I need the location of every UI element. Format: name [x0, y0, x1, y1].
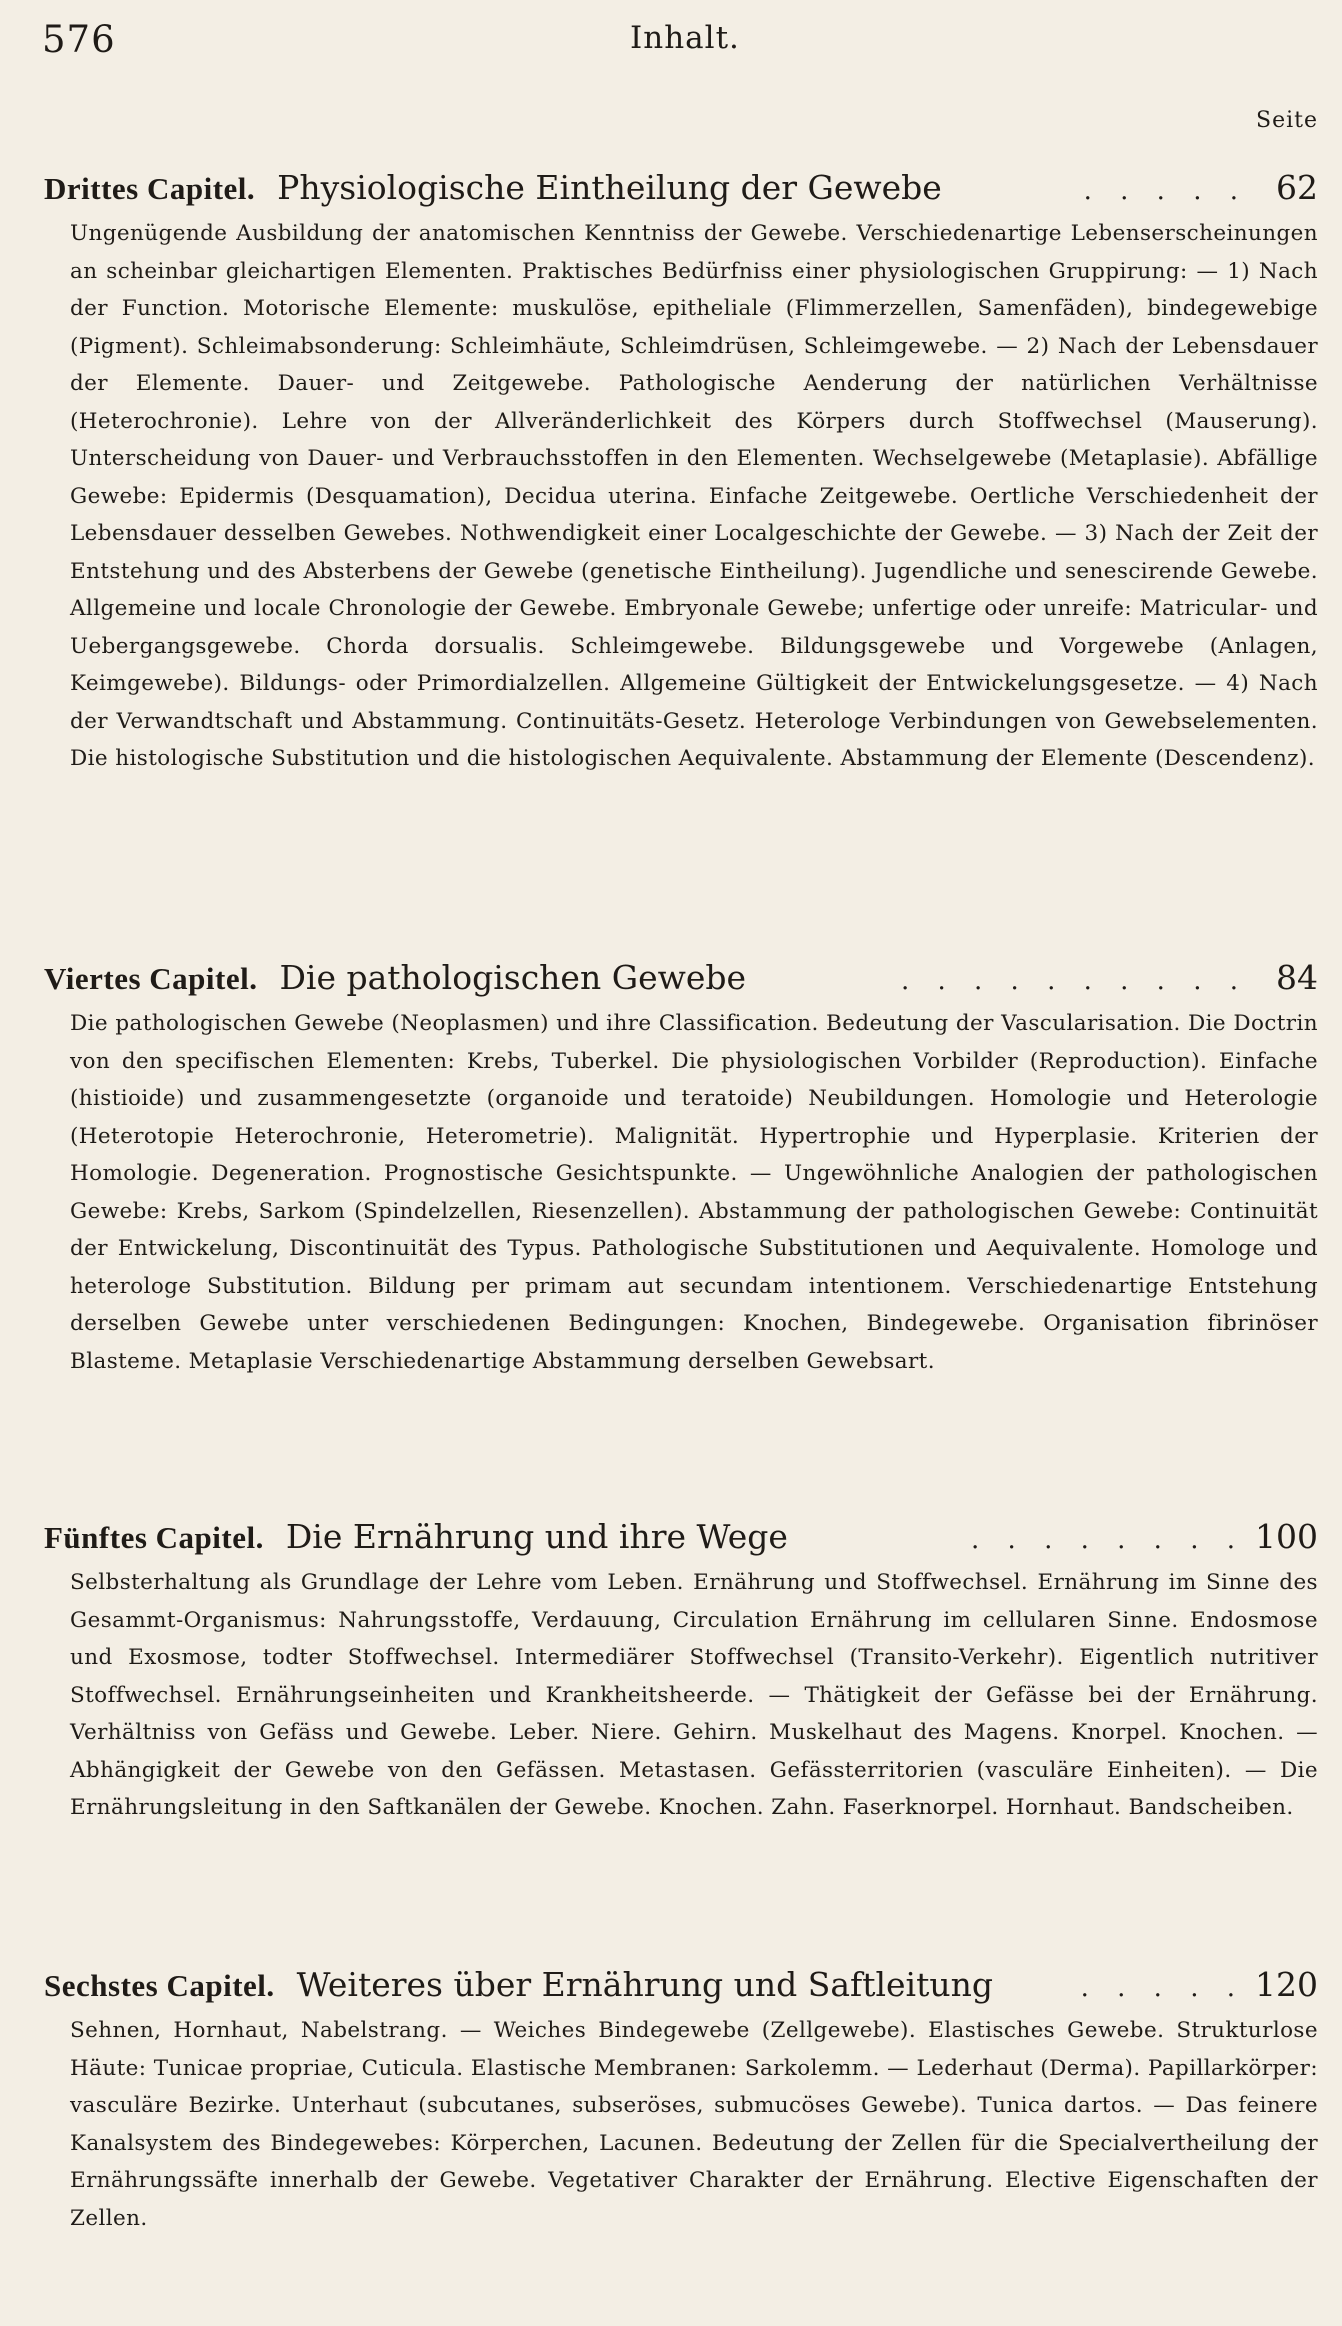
- chapter-label: Drittes Capitel.: [44, 171, 256, 206]
- chapter-heading: [44, 1965, 1318, 2004]
- chapter-description: Die pathologischen Gewebe (Neoplasmen) und ihre Classification. Bedeutung der Vascularisation. Die Doctrin von den specifischen Elementen: Krebs, Tuberkel. Die physiologischen Vorbilder (Reproduction). Einfache (histioide) und zusammengesetzte (organoide und teratoide) Neubildungen. Homologie und Heterologie (Heterotopie Heterochronie, Heterometrie). Malignität. Hypertrophie und Hyperplasie. Kriterien der Homologie. Degeneration. Prognostische Gesichtspunkte. — Ungewöhnliche Analogien der pathologischen Gewebe: Krebs, Sarkom (Spindelzellen, Riesenzellen). Abstammung der pathologischen Gewebe: Continuität der Entwickelung, Discontinuität des Typus. Pathologische Substitutionen und Aequivalente. Homologe und heterologe Substitution. Bildung per primam aut secundam intentionem. Verschiedenartige Entstehung derselben Gewebe unter verschiedenen Bedingungen: Knochen, Bindegewebe. Organisation fibrinöser Blasteme. Metaplasie Verschiedenartige Abstammung derselben Gewebsart.: [70, 1011, 1318, 1374]
- chapter-page-ref: 84: [1276, 958, 1318, 997]
- chapter-description: Selbsterhaltung als Grundlage der Lehre vom Leben. Ernährung und Stoffwechsel. Ernährung im Sinne des Gesammt-Organismus: Nahrungsstoffe, Verdauung, Circulation Ernährung im cellularen Sinne. Endosmose und Exosmose, todter Stoffwechsel. Intermediärer Stoffwechsel (Transito-Verkehr). Eigentlich nutritiver Stoffwechsel. Ernährungseinheiten und Krankheitsheerde. — Thätigkeit der Gefässe bei der Ernährung. Verhältniss von Gefäss und Gewebe. Leber. Niere. Gehirn. Muskelhaut des Magens. Knorpel. Knochen. — Abhängigkeit der Gewebe von den Gefässen. Metastasen. Gefässterritorien (vasculäre Einheiten). — Die Ernährungsleitung in den Saftkanälen der Gewebe. Knochen. Zahn. Faserknorpel. Hornhaut. Bandscheiben.: [70, 1570, 1318, 1820]
- leader-dots: . . . . . . . . . .: [900, 966, 1248, 996]
- chapter-description: Ungenügende Ausbildung der anatomischen Kenntniss der Gewebe. Verschiedenartige Lebenserscheinungen an scheinbar gleichartigen Elementen. Praktisches Bedürfniss einer physiologischen Gruppirung: — 1) Nach der Function. Motorische Elemente: muskulöse, epitheliale (Flimmerzellen, Samenfäden), bindegewebige (Pigment). Schleimabsonderung: Schleimhäute, Schleimdrüsen, Schleimgewebe. — 2) Nach der Lebensdauer der Elemente. Dauer- und Zeitgewebe. Pathologische Aenderung der natürlichen Verhältnisse (Heterochronie). Lehre von der Allveränderlichkeit des Körpers durch Stoffwechsel (Mauserung). Unterscheidung von Dauer- und Verbrauchsstoffen in den Elementen. Wechselgewebe (Metaplasie). Abfällige Gewebe: Epidermis (Desquamation), Decidua uterina. Einfache Zeitgewebe. Oertliche Verschiedenheit der Lebensdauer desselben Gewebes. Nothwendigkeit einer Localgeschichte der Gewebe. — 3) Nach der Zeit der Entstehung und des Absterbens der Gewebe (genetische Eintheilung). Jugendliche und senescirende Gewebe. Allgemeine und locale Chronologie der Gewebe. Embryonale Gewebe; unfertige oder unreife: Matricular- und Uebergangsgewebe. Chorda dorsualis. Schleimgewebe. Bildungsgewebe und Vorgewebe (Anlagen, Keimgewebe). Bildungs- oder Primordialzellen. Allgemeine Gültigkeit der Entwickelungsgesetze. — 4) Nach der Verwandtschaft und Abstammung. Continuitäts-Gesetz. Heterologe Verbindungen von Gewebselementen. Die histologische Substitution und die histologischen Aequivalente. Abstammung der Elemente (Descendenz).: [70, 221, 1318, 771]
- page-number: 576: [42, 18, 116, 61]
- chapter-label: Viertes Capitel.: [44, 961, 258, 996]
- chapter-title: Weiteres über Ernährung und Saftleitung: [296, 1965, 994, 2004]
- chapter-heading: [44, 958, 1318, 997]
- running-head: Inhalt.: [630, 20, 740, 56]
- chapter-page-ref: 62: [1276, 168, 1318, 207]
- chapter-label: Fünftes Capitel.: [44, 1520, 264, 1555]
- chapter-title: Physiologische Eintheilung der Gewebe: [277, 168, 942, 207]
- toc-chapter-3: [44, 168, 1318, 778]
- chapter-heading: [44, 168, 1318, 207]
- seite-column-label: Seite: [1256, 108, 1318, 133]
- toc-chapter-4: [44, 958, 1318, 1380]
- chapter-heading: [44, 1517, 1318, 1556]
- leader-dots: . . . . .: [1083, 176, 1248, 206]
- chapter-label: Sechstes Capitel.: [44, 1968, 275, 2003]
- toc-chapter-6: [44, 1965, 1318, 2237]
- toc-chapter-5: [44, 1517, 1318, 1827]
- leader-dots: . . . . . . . .: [971, 1525, 1245, 1555]
- chapter-page-ref: 120: [1255, 1965, 1318, 2004]
- chapter-description: Sehnen, Hornhaut, Nabelstrang. — Weiches Bindegewebe (Zellgewebe). Elastisches Gewebe. Strukturlose Häute: Tunicae propriae, Cuticula. Elastische Membranen: Sarkolemm. — Lederhaut (Derma). Papillarkörper: vasculäre Bezirke. Unterhaut (subcutanes, subseröses, submucöses Gewebe). Tunica dartos. — Das feinere Kanalsystem des Bindegewebes: Körperchen, Lacunen. Bedeutung der Zellen für die Specialvertheilung der Ernährungssäfte innerhalb der Gewebe. Vegetativer Charakter der Ernährung. Elective Eigenschaften der Zellen.: [70, 2018, 1318, 2231]
- leader-dots: . . . . .: [1080, 1973, 1245, 2003]
- chapter-title: Die Ernährung und ihre Wege: [285, 1517, 788, 1556]
- chapter-title: Die pathologischen Gewebe: [279, 958, 747, 997]
- chapter-page-ref: 100: [1255, 1517, 1318, 1556]
